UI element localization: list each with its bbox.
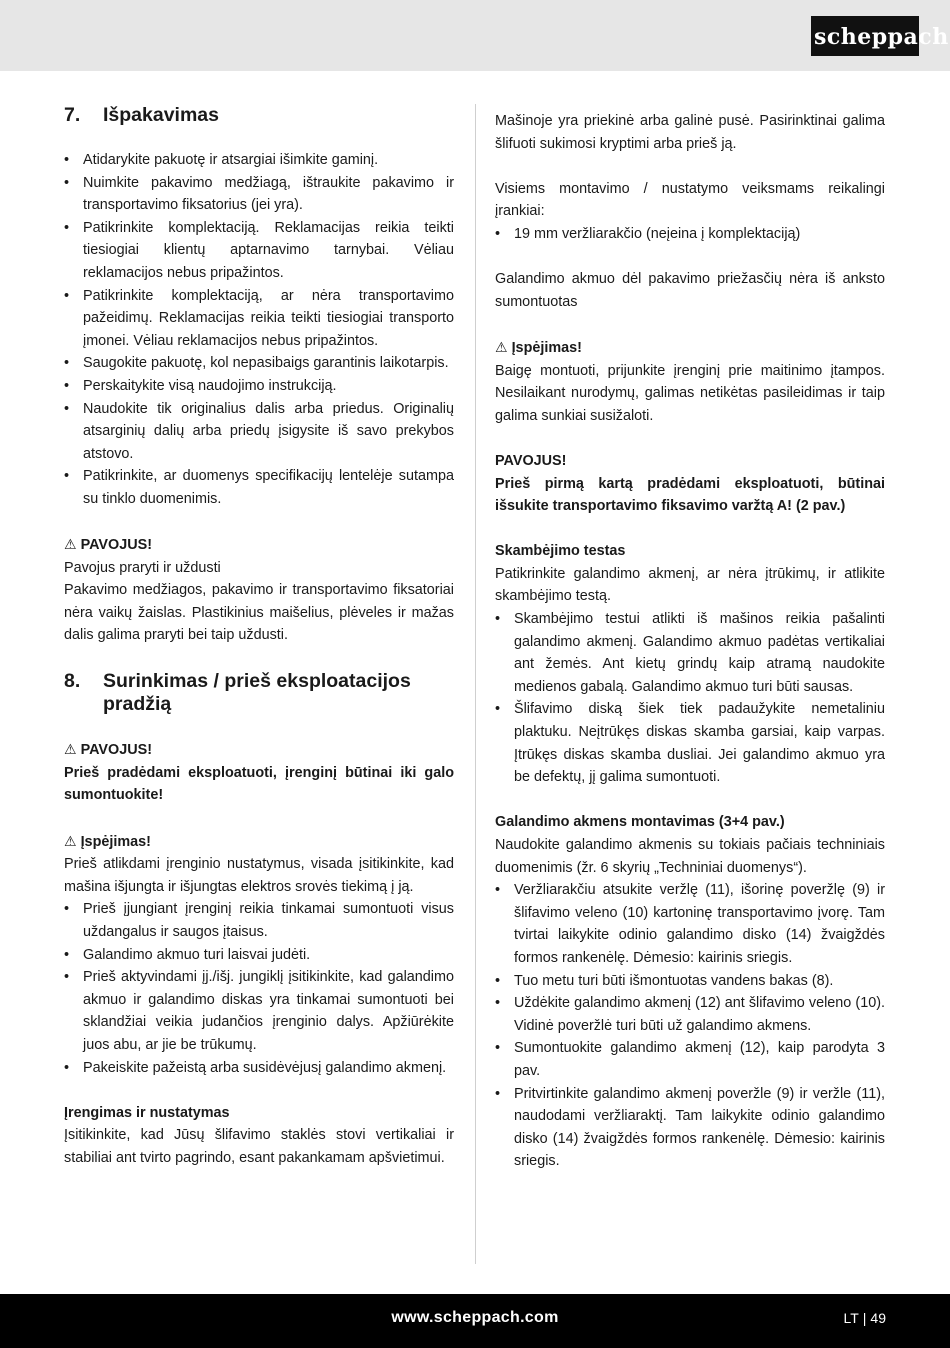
install-heading: Įrengimas ir nustatymas (64, 1104, 230, 1121)
danger-heading: ⚠ PAVOJUS! (64, 536, 152, 554)
list-item: • Saugokite pakuotę, kol nepasibaigs garantinis laikotarpis. (64, 352, 454, 375)
intro-text: Mašinoje yra priekinė arba galinė pusė. Pasirinktinai galima šlifuoti sukimosi kryptimi arba prieš ją. (495, 113, 885, 152)
warning-text: Prieš atlikdami įrenginio nustatymus, visada įsitikinkite, kad mašina išjungta ir išjungtas elektros srovės tiekimą į ją. (64, 856, 454, 895)
list-item: • Šlifavimo diską šiek tiek padaužykite nemetaliniu plaktuku. Neįtrūkęs diskas skamba garsiai, kaip varpas. Įtrūkęs diskas skamba dusliai. Jei galandimo akmuo yra be defektų, jį galima sumontuoti. (495, 698, 885, 788)
brand-logo: scheppach (812, 17, 918, 55)
tools-list (495, 223, 885, 246)
left-column (64, 104, 454, 1170)
warning-list (64, 898, 454, 1079)
warning-triangle-icon: ⚠ (64, 741, 77, 758)
list-item: • Veržliarakčiu atsukite veržlę (11), išorinę poveržlę (9) ir šlifavimo veleno (10) kartoninę transportavimo įvorę. Tam tvirtai laikykite odinio galandimo disko (14) žvaigždės formos rankenėlę. Dėmesio: kairinis sriegis. (495, 879, 885, 969)
warning-triangle-icon: ⚠ (64, 832, 77, 849)
list-item: • Tuo metu turi būti išmontuotas vandens bakas (8). (495, 970, 885, 993)
danger-subtitle: Pavojus praryti ir uždusti (64, 559, 221, 576)
section-number: 7. (64, 104, 81, 126)
danger-text: Prieš pradėdami eksploatuoti, įrenginį būtinai iki galo sumontuokite! (64, 764, 454, 804)
warning-heading: ⚠ Įspėjimas! (495, 338, 582, 356)
section-number: 8. (64, 669, 81, 692)
section-8-heading (64, 670, 454, 716)
list-item: • Skambėjimo testui atlikti iš mašinos reikia pašalinti galandimo akmenį. Galandimo akmuo padėtas vertikaliai ant žemės. Ant kietų grindų kaip atramą naudokite medienos gabalą. Galandimo akmuo turi būti sausas. (495, 608, 885, 698)
list-item: • Pakeiskite pažeistą arba susidėvėjusį galandimo akmenį. (64, 1057, 454, 1080)
danger-text: Prieš pirmą kartą pradėdami eksploatuoti, būtinai išsukite transportavimo fiksavimo varžtą A! (2 pav.) (495, 475, 885, 515)
list-item: • Atidarykite pakuotę ir atsargiai išimkite gaminį. (64, 149, 454, 172)
danger-heading: PAVOJUS! (495, 452, 567, 469)
website-url: www.scheppach.com (391, 1309, 559, 1326)
list-item: • 19 mm veržliarakčio (neįeina į komplektaciją) (495, 223, 885, 246)
section-title: Surinkimas / prieš eksploatacijos pradžią (103, 669, 411, 715)
list-item: • Pritvirtinkite galandimo akmenį poveržle (9) ir veržle (11), naudodami veržliaraktį. Tam laikykite odinio galandimo disko (14) žvaigždės formos rankenėlę. Dėmesio: kairinis sriegis. (495, 1083, 885, 1173)
list-item: • Nuimkite pakavimo medžiagą, ištraukite pakavimo ir transportavimo fiksatorius (jei yra). (64, 172, 454, 217)
stone-note: Galandimo akmuo dėl pakavimo priežasčių nėra iš anksto sumontuotas (495, 271, 885, 310)
danger-text: Pakavimo medžiagos, pakavimo ir transportavimo fiksatoriai nėra vaikų žaislas. Plastikinius maišelius, plėveles ir mažas dalis galima praryti bei taip uždusti. (64, 582, 454, 644)
ring-test-heading: Skambėjimo testas (495, 543, 626, 560)
list-item: • Perskaitykite visą naudojimo instrukciją. (64, 375, 454, 398)
ring-test-text: Patikrinkite galandimo akmenį, ar nėra įtrūkimų, ir atlikite skambėjimo testą. (495, 565, 885, 605)
warning-heading: ⚠ Įspėjimas! (64, 832, 151, 850)
right-column (495, 110, 885, 1173)
header-bar (0, 0, 950, 71)
section-title: Išpakavimas (103, 104, 220, 126)
list-item: • Uždėkite galandimo akmenį (12) ant šlifavimo veleno (10). Vidinė poveržlė turi būti už galandimo akmens. (495, 992, 885, 1037)
warning-text: Baigę montuoti, prijunkite įrenginį prie maitinimo įtampos. Nesilaikant nurodymų, galimas netikėtas pasileidimas ir taip galima sunkiai susižaloti. (495, 362, 885, 424)
page-number: 49 (870, 1310, 886, 1326)
list-item: • Naudokite tik originalius dalis arba priedus. Originalių atsarginių dalių arba priedų įsigysite iš savo prekybos atstovo. (64, 398, 454, 466)
mount-heading: Galandimo akmens montavimas (3+4 pav.) (495, 814, 785, 831)
unpacking-list (64, 149, 454, 511)
column-divider (475, 104, 476, 1264)
mount-list (495, 879, 885, 1173)
list-item: • Patikrinkite komplektaciją. Reklamacijas reikia teikti tiesiogiai klientų aptarnavimo tarnybai. Vėliau reklamacijos nebus pripažintos. (64, 217, 454, 285)
list-item: • Prieš įjungiant įrenginį reikia tinkamai sumontuoti visus uždangalus ir saugos įtaisus. (64, 898, 454, 943)
footer-bar (0, 1294, 950, 1348)
separator: | (862, 1310, 867, 1326)
list-item: • Prieš aktyvindami įj./išj. jungiklį įsitikinkite, kad galandimo akmuo ir galandimo diskas yra tinkamai sumontuoti bei sklandžiai veikia judančios įrenginio dalys. Apžiūrėkite juos abu, ar jie be trūkumų. (64, 966, 454, 1056)
tools-text: Visiems montavimo / nustatymo veiksmams reikalingi įrankiai: (495, 180, 885, 220)
mount-text: Naudokite galandimo akmenis su tokiais pačiais techniniais duomenimis (žr. 6 skyrių „Techniniai duomenys“). (495, 837, 885, 876)
install-text: Įsitikinkite, kad Jūsų šlifavimo staklės stovi vertikaliai ir stabiliai ant tvirto pagrindo, esant pakankamam apšvietimui. (64, 1127, 454, 1166)
section-7-heading (64, 104, 454, 127)
danger-heading: ⚠ PAVOJUS! (64, 741, 152, 759)
warning-triangle-icon: ⚠ (64, 536, 77, 553)
list-item: • Patikrinkite komplektaciją, ar nėra transportavimo pažeidimų. Reklamacijas reikia teikti tiesiogiai transporto įmonei. Vėliau reklamacijos nebus pripažintos. (64, 285, 454, 353)
language-code: LT (843, 1310, 859, 1326)
list-item: • Galandimo akmuo turi laisvai judėti. (64, 944, 454, 967)
ring-test-list (495, 608, 885, 789)
warning-triangle-icon: ⚠ (495, 338, 508, 355)
list-item: • Sumontuokite galandimo akmenį (12), kaip parodyta 3 pav. (495, 1037, 885, 1082)
page-indicator (843, 1310, 886, 1326)
list-item: • Patikrinkite, ar duomenys specifikacijų lentelėje sutampa su tinklo duomenimis. (64, 465, 454, 510)
